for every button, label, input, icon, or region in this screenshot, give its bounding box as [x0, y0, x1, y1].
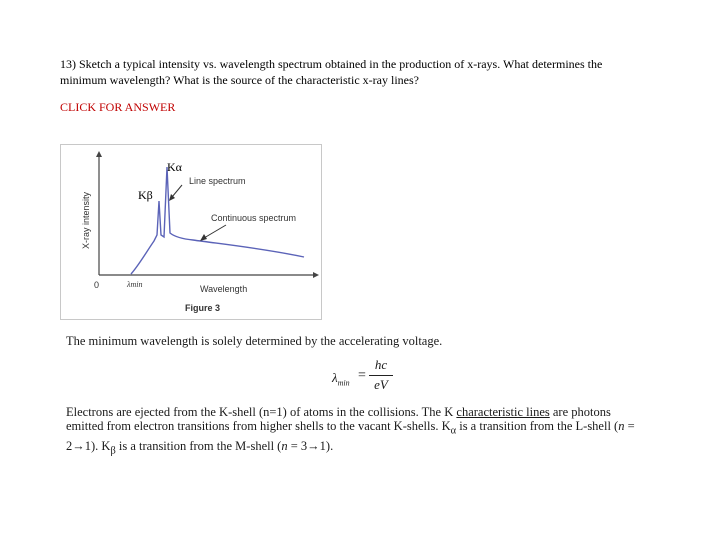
- spectrum-figure: [60, 144, 322, 320]
- formula-equals: =: [358, 368, 366, 383]
- lambda-min-label: λmin: [127, 280, 143, 289]
- formula-lhs: $\lambda_{min}$: [332, 370, 350, 388]
- origin-label: 0: [94, 280, 100, 290]
- click-for-answer-link[interactable]: CLICK FOR ANSWER: [60, 100, 176, 114]
- continuous-spectrum-label: Continuous spectrum: [211, 213, 297, 223]
- continuous-spectrum-arrow: [204, 225, 226, 238]
- formula-numerator: hc: [374, 357, 388, 372]
- x-axis-arrow: [313, 272, 319, 278]
- y-axis-arrow: [96, 151, 102, 157]
- line-spectrum-arrow: [172, 185, 182, 197]
- x-axis-label: Wavelength: [200, 284, 248, 294]
- y-axis-label: X-ray intensity: [81, 191, 91, 249]
- line-spectrum-label: Line spectrum: [189, 176, 246, 186]
- k-beta-label: Kβ: [138, 188, 153, 202]
- formula-fraction-bar: [369, 375, 393, 376]
- formula-denominator: eV: [374, 377, 388, 392]
- question-text: [60, 57, 680, 88]
- answer-paragraph: Electrons are ejected from the K-shell (n=1) of atoms in the collisions. The K characteristic lines are photons emitted from electron transitions from higher shells to the vacant K-shells. $K_\alpha$ is a transition from the L-shell (n = 2→1). $K_\beta$ is a transition from the M-shell (n = 3→1).: [66, 405, 635, 456]
- question-line-2: minimum wavelength? What is the source of the characteristic x-ray lines?: [60, 72, 419, 87]
- question-line-1: 13) Sketch a typical intensity vs. wavelength spectrum obtained in the production of x-rays. What determines the: [60, 57, 603, 71]
- continuous-spectrum-arrowhead: [200, 234, 207, 241]
- k-alpha-label: Kα: [167, 160, 182, 174]
- figure-caption: Figure 3: [185, 303, 221, 313]
- spectrum-plot: [61, 145, 323, 321]
- characteristic-lines-link: characteristic lines: [456, 405, 550, 419]
- answer-line-1: The minimum wavelength is solely determined by the accelerating voltage.: [66, 334, 443, 348]
